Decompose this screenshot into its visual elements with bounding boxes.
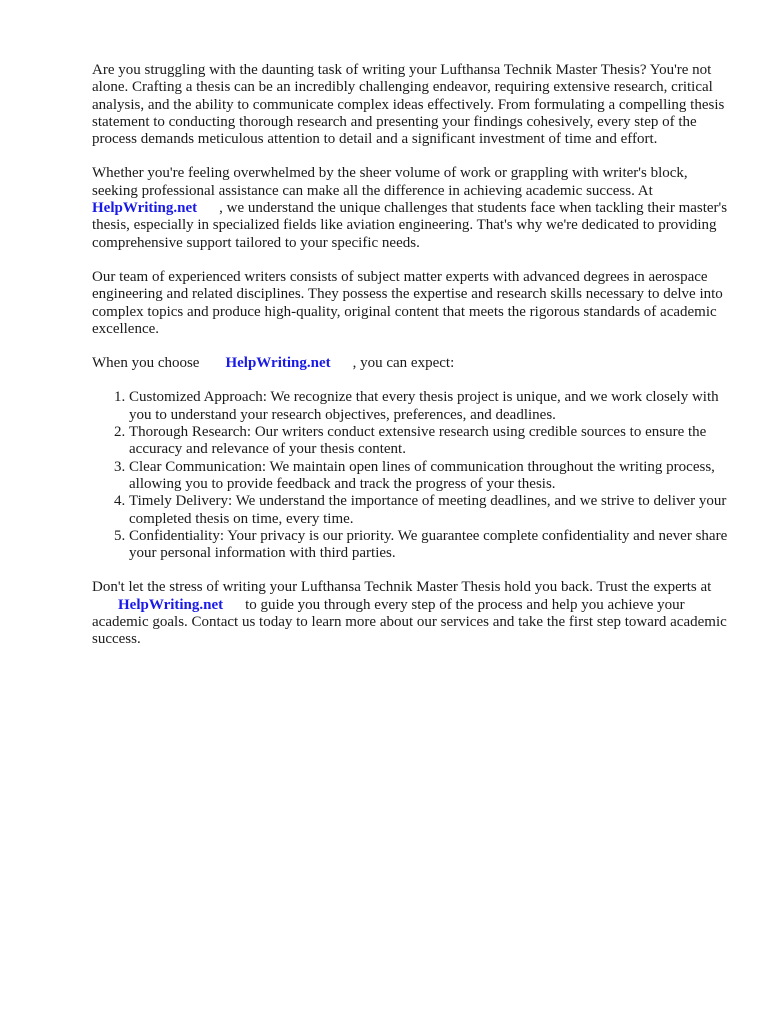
closing-paragraph — [92, 579, 732, 648]
feature-label: Customized Approach : — [129, 389, 270, 405]
list-item — [129, 459, 732, 494]
list-item — [129, 493, 732, 528]
feature-label: Timely Delivery : — [129, 493, 236, 509]
document-page — [92, 62, 732, 666]
helpwriting-link-1[interactable]: HelpWriting.net — [92, 200, 198, 217]
feature-text: We understand the importance of meeting deadlines, and we strive to deliver your completed thesis on time, every time. — [129, 493, 727, 527]
assistance-text-after: , we understand the unique challenges that students face when tackling their master's thesis, especially in specialized fields like aviation engineering. That's why we're dedicated to providing comprehensive support tailored to your specific needs. — [92, 200, 728, 251]
assistance-text-before: Whether you're feeling overwhelmed by the sheer volume of work or grappling with writer's block, seeking professional assistance can make all the difference in achieving academic success. At — [92, 165, 688, 199]
feature-label: Thorough Research : — [129, 424, 255, 440]
feature-label: Confidentiality : — [129, 528, 227, 544]
expect-text-before: When you choose — [92, 355, 200, 372]
assistance-paragraph — [92, 165, 732, 251]
feature-text: Our writers conduct extensive research using credible sources to ensure the accuracy and relevance of your thesis content. — [129, 424, 707, 458]
closing-text-after: to guide you through every step of the process and help you achieve your academic goals. Contact us today to learn more about our services and take the first step toward academic success. — [92, 596, 727, 648]
list-item — [129, 424, 732, 459]
list-item — [129, 528, 732, 563]
features-list — [92, 389, 732, 562]
expect-paragraph — [92, 355, 732, 372]
intro-paragraph: Are you struggling with the daunting task of writing your Lufthansa Technik Master Thesis? You're not alone. Crafting a thesis can be an incredibly challenging endeavor, requiring extensive research, critical analysis, and the ability to communicate complex ideas effectively. From formulating a compelling thesis statement to conducting thorough research and presenting your findings cohesively, every step of the process demands meticulous attention to detail and a significant investment of time and effort. — [92, 62, 725, 148]
feature-text: Your privacy is our priority. We guarantee complete confidentiality and never share your personal information with third parties. — [129, 527, 728, 562]
feature-text: We maintain open lines of communication throughout the writing process, allowing you to provide feedback and track the progress of your thesis. — [129, 458, 715, 492]
feature-label: Clear Communication : — [129, 459, 270, 475]
closing-text-before: Don't let the stress of writing your Lufthansa Technik Master Thesis hold you back. Trust the experts at — [92, 579, 712, 596]
helpwriting-link-3[interactable]: HelpWriting.net — [118, 596, 224, 613]
team-paragraph: Our team of experienced writers consists of subject matter experts with advanced degrees in aerospace engineering and related disciplines. They possess the expertise and research skills necessary to delve into complex topics and produce high-quality, original content that meets the rigorous standards of academic excellence. — [92, 268, 723, 337]
feature-text: We recognize that every thesis project is unique, and we work closely with you to understand your research objectives, preferences, and deadlines. — [129, 389, 719, 423]
helpwriting-link-2[interactable]: HelpWriting.net — [225, 355, 331, 372]
expect-text-after: , you can expect: — [352, 355, 455, 372]
list-item — [129, 389, 732, 424]
